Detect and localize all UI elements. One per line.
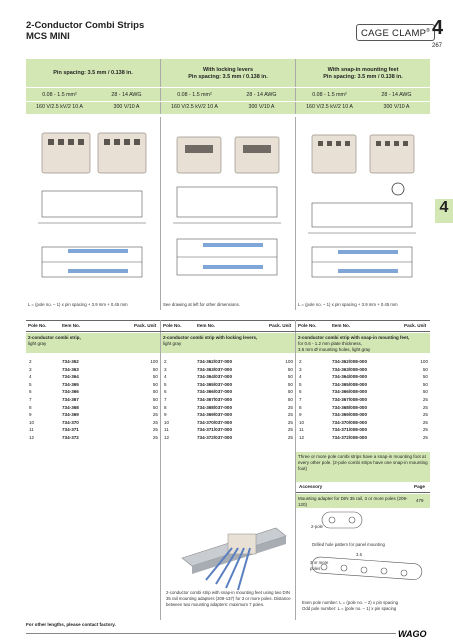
hdr-pack-2: Pack. Unit [269,323,292,328]
table-cell-pole-no: 10 [164,419,170,425]
table-cell-item-no: 734-369/008-000 [332,412,367,418]
table-cell-item-no: 734-370/037-000 [197,419,232,425]
table-cell-pack-unit: 25 [287,404,293,410]
table-cell-pack-unit: 25 [152,419,158,425]
table-cell-pack-unit: 25 [287,412,293,418]
table-cell-pole-no: 7 [299,397,302,402]
desc-3 [296,333,430,353]
table-cell-pole-no: 11 [164,427,169,433]
desc-2-sub: light gray [163,341,182,346]
table-cell-item-no: 734-364/008-000 [332,374,367,380]
table-cell-pack-unit: 50 [152,374,158,380]
table-cell-pack-unit: 50 [422,366,428,372]
table-cell-pole-no: 11 [299,427,304,433]
product-drawings [26,117,430,310]
table-cell-item-no: 734-367/008-000 [332,397,367,402]
cage-clamp-logo [356,24,435,41]
col1-spec-a1: 0.08 - 1.5 mm² [42,92,77,98]
table-cell-item-no: 734-366/008-000 [332,389,367,395]
table-cell-pack-unit: 25 [422,404,428,410]
hdr-pole-3: Pole No. [298,323,317,328]
label-2pole: 2-pole [311,524,323,529]
table-cell-item-no: 734-368/008-000 [332,404,367,410]
table-cell-pole-no: 12 [29,435,35,440]
table-cell-pole-no: 12 [299,435,305,440]
hdr-pack-1: Pack. Unit [134,323,157,328]
table-cell-pack-unit: 100 [150,359,158,364]
caption-even: Even pole number: L = (pole no. – 2) x pin spacing [302,600,398,605]
table-cell-pole-no: 2 [29,359,32,364]
section-number: 4 [432,17,444,39]
col1-spec-b1: 160 V/2.5 kV/2 10 A [36,104,83,110]
col2-heading-2: Pin spacing: 3.5 mm / 0.138 in. [188,74,268,80]
table-cell-pole-no: 7 [29,397,32,402]
table-cell-item-no: 734-370 [62,419,79,425]
table-cell-pack-unit: 50 [422,374,428,380]
table-cell-item-no: 734-371/008-000 [332,427,367,433]
table-cell-pack-unit: 25 [152,412,158,418]
desc-2 [161,333,295,353]
table-cell-pole-no: 10 [29,419,35,425]
table-cell-item-no: 734-364 [62,374,79,380]
hdr-item-2: Item No. [197,323,216,328]
col1-spec-a2: 28 - 14 AWG [111,92,142,98]
table-cell-pole-no: 5 [164,381,167,387]
table-cell-item-no: 734-362 [62,359,79,364]
table-cell-item-no: 734-370/008-000 [332,419,367,425]
footer-note: For other lengths, please contact factory. [26,622,116,627]
brand-text: CAGE CLAMP [361,28,427,40]
label-drilled: Drilled hole pattern for panel mounting [312,542,385,547]
title-line-2: MCS MINI [26,31,70,42]
col3-spec-b2: 300 V/10 A [383,104,410,110]
table-cell-item-no: 734-368 [62,404,79,410]
accessory-page: 479 [416,498,424,503]
col3-spec-b1: 160 V/2.5 kV/2 10 A [306,104,353,110]
table-cell-pole-no: 9 [299,412,302,418]
din-rail-photo [176,518,288,592]
table-cell-pole-no: 4 [164,374,167,380]
table-cell-item-no: 734-372/008-000 [332,435,367,440]
table-cell-pack-unit: 50 [422,381,428,387]
desc-1 [26,333,160,353]
page-title [26,20,206,42]
accessory-page-label: Page [414,484,425,489]
hdr-item-1: Item No. [62,323,81,328]
table-cell-pole-no: 4 [299,374,302,380]
col3-heading-2: Pin spacing: 3.5 mm / 0.138 in. [323,74,403,80]
col2-spec-a2: 28 - 14 AWG [246,92,277,98]
col3-spec-a2: 28 - 14 AWG [381,92,412,98]
table-cell-pole-no: 8 [29,404,32,410]
table-cell-pack-unit: 25 [422,435,428,440]
table-cell-pack-unit: 50 [152,389,158,395]
table-cell-pole-no: 6 [164,389,167,395]
table-cell-pole-no: 6 [29,389,32,395]
table-cell-item-no: 734-363 [62,366,79,372]
table-cell-pole-no: 12 [164,435,170,440]
note-col1: L = (pole no. – 1) x pin spacing + 3.9 mm + 0.45 mm [28,302,128,307]
page-number: 267 [432,43,443,49]
table-cell-pole-no: 3 [29,366,32,372]
table-cell-item-no: 734-366 [62,389,79,395]
col2-spec-b1: 160 V/2.5 kV/2 10 A [171,104,218,110]
col2-spec-b2: 300 V/10 A [248,104,275,110]
table-cell-pole-no: 2 [299,359,302,364]
table-cell-item-no: 734-366/037-000 [197,389,232,395]
table-cell-item-no: 734-369/037-000 [197,412,232,418]
label-3pole: 3 or more poles [310,560,329,571]
desc-1-sub: light gray [28,341,47,346]
table-cell-pack-unit: 50 [287,389,293,395]
table-cell-pack-unit: 50 [152,397,158,402]
table-cell-pole-no: 4 [29,374,32,380]
table-cell-pole-no: 9 [29,412,32,418]
table-cell-pole-no: 10 [299,419,305,425]
combi-strip-photo-2 [163,119,293,299]
table-cell-pole-no: 6 [299,389,302,395]
table-cell-pack-unit: 50 [287,366,293,372]
hdr-pole-1: Pole No. [28,323,47,328]
table-cell-pack-unit: 25 [422,412,428,418]
accessory-item: Mounting adapter for DIN 35 rail, 3 or more poles (209-120) [296,494,430,508]
col2-heading-1: With locking levers [202,67,254,73]
accessory-label: Accessory [299,484,323,489]
table-cell-pole-no: 5 [29,381,32,387]
col1-heading: Pin spacing: 3.5 mm / 0.138 in. [53,70,133,76]
side-tab: 4 [435,199,453,223]
table-cell-item-no: 734-372 [62,435,79,440]
table-cell-pack-unit: 25 [152,435,158,440]
spec-header [26,59,430,114]
note-col2: See drawing at left for other dimensions. [163,302,240,307]
table-cell-item-no: 734-367/037-000 [197,397,232,402]
col1-spec-b2: 300 V/10 A [113,104,140,110]
table-cell-item-no: 734-372/037-000 [197,435,232,440]
table-cell-pole-no: 5 [299,381,302,387]
table-cell-item-no: 734-364/037-000 [197,374,232,380]
table-cell-pole-no: 2 [164,359,167,364]
table-cell-pack-unit: 50 [287,374,293,380]
table-cell-pack-unit: 25 [287,427,293,433]
table-cell-item-no: 734-362/037-000 [197,359,232,364]
cert-icon [392,183,404,195]
table-cell-pack-unit: 50 [152,366,158,372]
brand-mark: ® [426,28,431,34]
col2-spec-a1: 0.08 - 1.5 mm² [177,92,212,98]
combi-strip-photo-3 [298,119,428,299]
table-cell-item-no: 734-371/037-000 [197,427,232,433]
table-cell-pole-no: 9 [164,412,167,418]
title-line-1: 2-Conductor Combi Strips [26,20,145,31]
col3-spec-a1: 0.08 - 1.5 mm² [312,92,347,98]
table-cell-pack-unit: 100 [285,359,293,364]
table-cell-pack-unit: 25 [422,419,428,425]
table-cell-pack-unit: 50 [287,397,293,402]
table-cell-item-no: 734-365/037-000 [197,381,232,387]
note-col3: L = (pole no. – 1) x pin spacing + 3.9 mm + 0.45 mm [298,302,398,307]
table-cell-pack-unit: 50 [152,381,158,387]
table-cell-pole-no: 8 [299,404,302,410]
desc-3-sub2: 3.5 mm Ø mounting holes, light gray [298,347,371,352]
desc-1-title: 2-conductor combi strip, [28,335,81,340]
table-cell-pole-no: 7 [164,397,167,402]
label-dim: 3.5 [356,552,362,557]
table-cell-pack-unit: 25 [422,427,428,433]
hdr-item-3: Item No. [332,323,351,328]
table-cell-pole-no: 3 [164,366,167,372]
table-cell-item-no: 734-363/008-000 [332,366,367,372]
caption-rail: 2-conductor combi strip with snap-in mounting feet using two DIN 35 rail mounting adapters (209-137) for 3 or more poles. Distance between two mounting adapters: maximum 7 poles. [166,590,291,607]
table-cell-pack-unit: 50 [422,389,428,395]
table-cell-pack-unit: 25 [152,427,158,433]
desc-3-title: 2-conductor combi strip with snap-in mounting feet, [298,335,410,340]
desc-2-title: 2-conductor combi strip with locking levers, [163,335,258,340]
table-cell-pack-unit: 50 [287,381,293,387]
wago-logo: WAGO [398,629,427,639]
table-cell-item-no: 734-365/008-000 [332,381,367,387]
hdr-pole-2: Pole No. [163,323,182,328]
table-cell-pack-unit: 25 [422,397,428,402]
table-cell-item-no: 734-371 [62,427,79,433]
table-cell-pack-unit: 25 [287,419,293,425]
caption-odd: Odd pole number: L = (pole no. – 1) x pin spacing [302,606,397,611]
table-cell-item-no: 734-365 [62,381,79,387]
table-cell-item-no: 734-368/037-000 [197,404,232,410]
table-cell-pole-no: 8 [164,404,167,410]
hdr-pack-3: Pack. Unit [404,323,427,328]
table-cell-pole-no: 11 [29,427,34,433]
desc-3-sub: for 0.6 - 1.2 mm plate thickness, [298,341,363,346]
table-cell-pack-unit: 100 [420,359,428,364]
footer-bar [0,630,453,641]
col3-heading-1: With snap-in mounting feet [327,67,399,73]
table-cell-pole-no: 3 [299,366,302,372]
table-cell-item-no: 734-367 [62,397,79,402]
table-cell-item-no: 734-369 [62,412,79,418]
table-cell-pack-unit: 50 [152,404,158,410]
table-cell-item-no: 734-362/008-000 [332,359,367,364]
snapin-note: Three or more pole combi strips have a snap-in mounting foot at every other pole. (2-pole combi strips have one snap-in mounting foot) [296,452,430,482]
table-cell-item-no: 734-363/037-000 [197,366,232,372]
combi-strip-photo-1 [28,119,158,299]
table-cell-pack-unit: 25 [287,435,293,440]
